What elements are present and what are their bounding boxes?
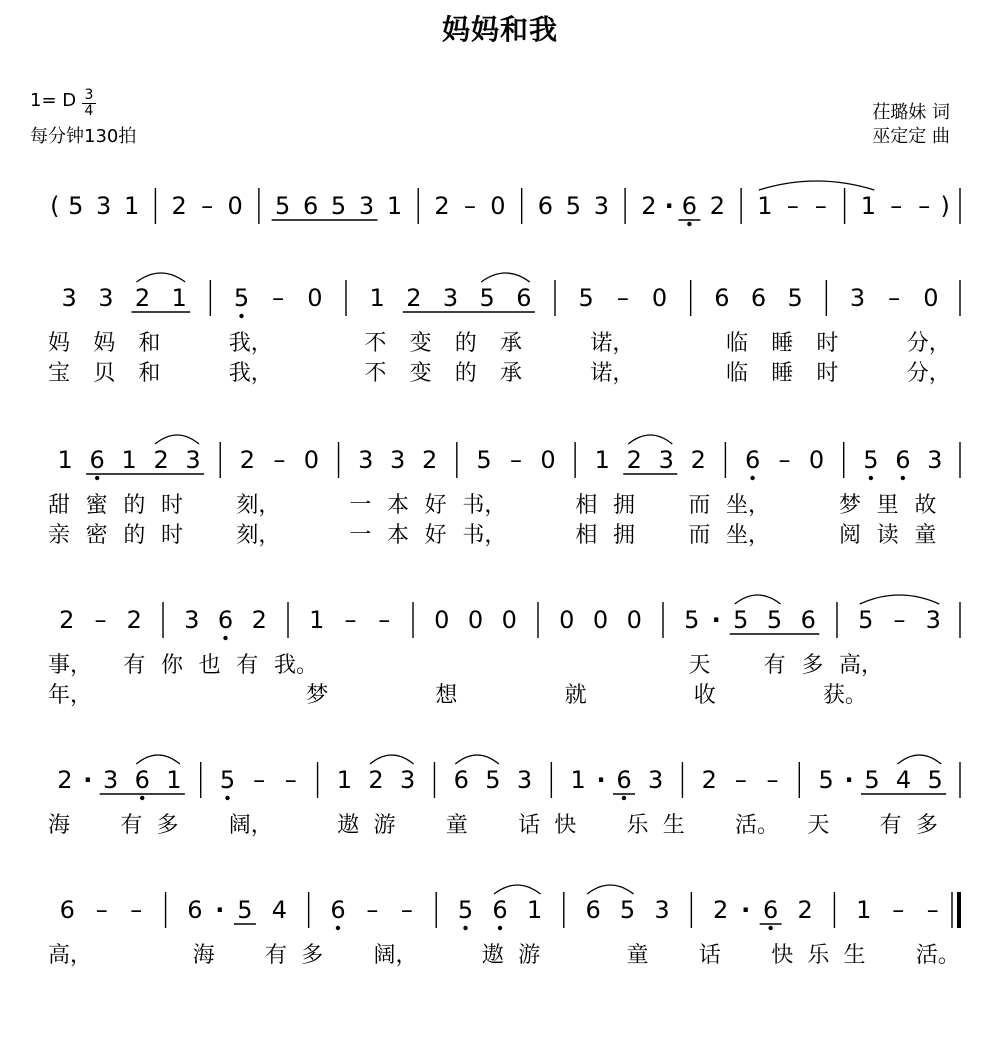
lyric-syllable: 好 — [424, 523, 447, 548]
hold-dash: – — [616, 284, 629, 312]
hold-dash: – — [926, 896, 939, 924]
lyric-syllable: 变 — [409, 331, 432, 356]
note: 1 — [570, 766, 586, 794]
lower-octave-dot — [901, 476, 905, 480]
note: 6 — [330, 896, 346, 924]
lyric-syllable: 童 — [914, 523, 937, 548]
rest: 0 — [808, 446, 825, 474]
lyric-syllable: 甜 — [48, 493, 71, 518]
lyric-syllable: 海 — [48, 813, 71, 838]
lyric-syllable: 活。 — [915, 943, 960, 968]
note: 2 — [690, 446, 706, 474]
lyric-syllable: 的 — [123, 523, 146, 548]
lower-octave-dot — [239, 314, 243, 318]
note: 5 — [330, 192, 347, 220]
lower-octave-dot — [463, 926, 467, 930]
lyric-syllable: 相 — [575, 493, 598, 518]
note: 2 — [701, 766, 717, 794]
note: 2 — [57, 766, 73, 794]
note: 1 — [57, 446, 73, 474]
lyric-syllable: 临 — [726, 331, 749, 356]
hold-dash: – — [890, 192, 903, 220]
lyric-syllable: 故 — [914, 493, 937, 518]
hold-dash: – — [95, 896, 108, 924]
lyric-syllable: 亲 — [48, 523, 71, 548]
lyric-syllable: 拥 — [613, 493, 636, 518]
rest: 0 — [923, 284, 939, 312]
augmentation-dot: · — [596, 766, 606, 794]
tie-slur — [370, 755, 414, 764]
lyric-syllable: 时 — [161, 523, 184, 548]
lyric-syllable: 遨 — [481, 943, 504, 968]
lyric-syllable: 相 — [575, 523, 598, 548]
lyric-syllable: 多 — [915, 813, 938, 838]
lyric-syllable: 承 — [500, 331, 523, 356]
tie-slur — [136, 755, 180, 764]
lyric-syllable: 高， — [48, 943, 93, 968]
lyric-syllable: 时 — [816, 361, 839, 386]
note: 3 — [593, 192, 609, 220]
note: 3 — [98, 284, 114, 312]
hold-dash: – — [94, 606, 107, 634]
hold-dash: – — [786, 192, 799, 220]
note: 2 — [641, 192, 657, 220]
lyric-syllable: 妈 — [93, 331, 116, 356]
lyric-syllable: 有 — [763, 653, 786, 678]
rest: 0 — [434, 606, 450, 634]
lyric-syllable: 宝 — [48, 361, 71, 386]
lyric-syllable: 乐 — [807, 943, 830, 968]
lyric-syllable: 获。 — [822, 683, 867, 708]
lyric-syllable: 的 — [454, 361, 477, 386]
lyric-syllable: 阔， — [228, 813, 273, 838]
note: 1 — [121, 446, 137, 474]
augmentation-dot: · — [83, 766, 93, 794]
tie-slur — [137, 273, 186, 282]
note: 1 — [757, 192, 773, 220]
note: 5 — [684, 606, 700, 634]
note: 5 — [274, 192, 291, 220]
lyric-syllable: 临 — [726, 361, 749, 386]
time-signature-denominator: 4 — [84, 103, 94, 119]
lyric-syllable: 本 — [387, 523, 410, 548]
lower-octave-dot — [95, 476, 99, 480]
lyric-syllable: 收 — [693, 683, 716, 708]
lyric-syllable: 睡 — [771, 361, 794, 386]
note: 6 — [744, 446, 761, 474]
augmentation-dot: · — [844, 766, 854, 794]
note: 5 — [787, 284, 803, 312]
hold-dash: – — [378, 606, 391, 634]
lyric-syllable: 事， — [48, 653, 93, 678]
lyric-syllable: 也 — [198, 653, 221, 678]
hold-dash: – — [400, 896, 413, 924]
hold-dash: – — [344, 606, 357, 634]
lower-octave-dot — [768, 926, 772, 930]
lyric-syllable: 书， — [462, 493, 507, 518]
note: 6 — [750, 284, 767, 312]
lyric-syllable: 天 — [688, 653, 711, 678]
lyric-syllable: 贝 — [93, 361, 116, 386]
tie-slur — [759, 181, 874, 190]
note: 3 — [184, 606, 200, 634]
lyric-syllable: 乐 — [626, 813, 649, 838]
lower-octave-dot — [225, 796, 229, 800]
lyric-syllable: 拥 — [613, 523, 636, 548]
note: 2 — [126, 606, 142, 634]
note: 5 — [237, 896, 253, 924]
note: 6 — [585, 896, 601, 924]
lyric-syllable: 时 — [161, 493, 184, 518]
lyric-syllable: 活。 — [735, 813, 780, 838]
lyric-syllable: 承 — [500, 361, 523, 386]
augmentation-dot: · — [664, 192, 674, 220]
note: 3 — [516, 766, 533, 794]
lyric-syllable: 遨 — [337, 813, 360, 838]
tempo-marking: 每分钟130拍 — [30, 126, 137, 147]
lyric-syllable: 梦 — [306, 683, 329, 708]
note: 1 — [309, 606, 325, 634]
lyric-syllable: 想 — [435, 683, 458, 708]
song-title: 妈妈和我 — [441, 13, 558, 46]
rest: 0 — [540, 446, 556, 474]
note: 5 — [479, 284, 495, 312]
note: 2 — [422, 446, 438, 474]
note: 1 — [369, 284, 385, 312]
rest: 0 — [592, 606, 609, 634]
composer-credit: 巫定定 曲 — [872, 126, 950, 147]
note: 6 — [800, 606, 816, 634]
note: 5 — [864, 766, 880, 794]
note: 2 — [709, 192, 726, 220]
lyric-syllable: 有 — [120, 813, 143, 838]
note: 2 — [251, 606, 267, 634]
lyric-syllable: 有 — [264, 943, 287, 968]
note: 2 — [368, 766, 384, 794]
repeat-bracket: ) — [940, 192, 950, 220]
note: 1 — [860, 192, 876, 220]
lower-octave-dot — [622, 796, 626, 800]
lyric-syllable: 诺， — [590, 361, 635, 386]
note: 3 — [358, 192, 375, 220]
lyric-syllable: 变 — [409, 361, 432, 386]
note: 5 — [619, 896, 636, 924]
lyric-syllable: 话 — [518, 813, 541, 838]
lyric-syllable: 游 — [373, 813, 396, 838]
note: 6 — [714, 284, 730, 312]
lyric-syllable: 诺， — [590, 331, 635, 356]
lyric-syllable: 我。 — [274, 653, 319, 678]
lyric-syllable: 一 — [349, 523, 372, 548]
lyric-syllable: 梦 — [839, 493, 862, 518]
note: 2 — [797, 896, 813, 924]
lyric-syllable: 有 — [123, 653, 146, 678]
note: 6 — [616, 766, 632, 794]
lower-octave-dot — [750, 476, 754, 480]
note: 2 — [434, 192, 450, 220]
note: 6 — [516, 284, 532, 312]
lyric-syllable: 而 — [688, 523, 711, 548]
lower-octave-dot — [498, 926, 502, 930]
note: 2 — [626, 446, 642, 474]
lyric-syllable: 年， — [48, 683, 93, 708]
note: 2 — [239, 446, 256, 474]
rest: 0 — [490, 192, 506, 220]
tie-slur — [860, 595, 940, 604]
lyric-syllable: 童 — [445, 813, 468, 838]
note: 3 — [61, 284, 77, 312]
hold-dash: – — [892, 896, 905, 924]
lower-octave-dot — [140, 796, 144, 800]
hold-dash: – — [893, 606, 906, 634]
tie-slur — [628, 435, 672, 444]
repeat-bracket: ( — [50, 192, 60, 220]
augmentation-dot: · — [215, 896, 225, 924]
note: 5 — [818, 766, 834, 794]
lyric-syllable: 就 — [564, 683, 587, 708]
note: 3 — [399, 766, 416, 794]
lyric-syllable: 坐， — [726, 523, 771, 548]
note: 5 — [233, 284, 250, 312]
lyric-syllable: 话 — [698, 943, 721, 968]
lyric-syllable: 和 — [138, 361, 161, 386]
lyric-syllable: 坐， — [726, 493, 771, 518]
hold-dash: – — [463, 192, 476, 220]
note: 6 — [492, 896, 508, 924]
lyric-syllable: 游 — [518, 943, 541, 968]
note: 3 — [358, 446, 374, 474]
lyric-syllable: 蜜 — [85, 493, 108, 518]
lower-octave-dot — [869, 476, 873, 480]
note: 3 — [103, 766, 119, 794]
rest: 0 — [307, 284, 323, 312]
tie-slur — [155, 435, 199, 444]
hold-dash: – — [734, 766, 747, 794]
note: 1 — [594, 446, 610, 474]
lyric-syllable: 快 — [771, 943, 794, 968]
lyric-syllable: 分， — [906, 331, 951, 356]
note: 6 — [89, 446, 105, 474]
hold-dash: – — [253, 766, 266, 794]
lyric-syllable: 时 — [816, 331, 839, 356]
note: 3 — [185, 446, 201, 474]
lyric-syllable: 好 — [424, 493, 447, 518]
note: 3 — [442, 284, 459, 312]
lyric-syllable: 童 — [626, 943, 649, 968]
note: 4 — [895, 766, 912, 794]
note: 1 — [124, 192, 140, 220]
lyric-syllable: 我， — [228, 331, 273, 356]
note: 2 — [153, 446, 169, 474]
tie-slur — [898, 755, 942, 764]
lyric-syllable: 一 — [349, 493, 372, 518]
hold-dash: – — [284, 766, 297, 794]
hold-dash: – — [778, 446, 791, 474]
note: 3 — [647, 766, 664, 794]
rest: 0 — [626, 606, 642, 634]
note: 6 — [453, 766, 469, 794]
tie-slur — [587, 885, 633, 894]
note: 2 — [59, 606, 75, 634]
lyric-syllable: 读 — [876, 523, 899, 548]
augmentation-dot: · — [741, 896, 751, 924]
rest: 0 — [651, 284, 668, 312]
note: 5 — [68, 192, 84, 220]
hold-dash: – — [272, 284, 285, 312]
lyric-syllable: 我， — [228, 361, 273, 386]
note: 6 — [302, 192, 319, 220]
hold-dash: – — [130, 896, 143, 924]
hold-dash: – — [509, 446, 522, 474]
hold-dash: – — [918, 192, 931, 220]
rest: 0 — [303, 446, 320, 474]
note: 2 — [406, 284, 422, 312]
note: 1 — [386, 192, 403, 220]
note: 3 — [849, 284, 866, 312]
hold-dash: – — [366, 896, 379, 924]
tie-slur — [494, 885, 540, 894]
lyric-syllable: 的 — [123, 493, 146, 518]
lower-octave-dot — [336, 926, 340, 930]
rest: 0 — [559, 606, 575, 634]
lyric-syllable: 快 — [554, 813, 577, 838]
note: 5 — [476, 446, 492, 474]
lyric-syllable: 有 — [236, 653, 259, 678]
lyricist-credit: 茌璐妹 词 — [872, 102, 950, 123]
note: 3 — [96, 192, 112, 220]
note: 5 — [863, 446, 879, 474]
note: 6 — [187, 896, 203, 924]
note: 5 — [927, 766, 943, 794]
lyric-syllable: 多 — [301, 943, 324, 968]
note: 5 — [578, 284, 594, 312]
lyric-syllable: 高， — [839, 653, 884, 678]
lower-octave-dot — [223, 636, 227, 640]
lyric-syllable: 书， — [462, 523, 507, 548]
note: 6 — [537, 192, 554, 220]
rest: 0 — [467, 606, 484, 634]
note: 2 — [134, 284, 151, 312]
note: 5 — [485, 766, 501, 794]
note: 6 — [217, 606, 234, 634]
note: 5 — [733, 606, 749, 634]
note: 3 — [925, 606, 941, 634]
lyric-syllable: 有 — [879, 813, 902, 838]
note: 3 — [654, 896, 670, 924]
note: 1 — [166, 766, 182, 794]
note: 6 — [134, 766, 150, 794]
lyric-syllable: 你 — [161, 653, 184, 678]
lyric-syllable: 天 — [807, 813, 830, 838]
note: 5 — [219, 766, 236, 794]
lyric-syllable: 阅 — [839, 523, 862, 548]
hold-dash: – — [888, 284, 901, 312]
note: 5 — [457, 896, 474, 924]
note: 2 — [171, 192, 187, 220]
lyric-syllable: 刻， — [236, 493, 281, 518]
tie-slur — [735, 595, 781, 604]
note: 1 — [526, 896, 543, 924]
lyric-syllable: 不 — [364, 331, 387, 356]
note: 3 — [658, 446, 674, 474]
lyric-syllable: 多 — [156, 813, 179, 838]
hold-dash: – — [273, 446, 286, 474]
lyric-syllable: 和 — [138, 331, 161, 356]
rest: 0 — [227, 192, 243, 220]
note: 3 — [927, 446, 943, 474]
note: 5 — [858, 606, 874, 634]
lyric-syllable: 生 — [662, 813, 685, 838]
note: 5 — [766, 606, 783, 634]
lyric-syllable: 而 — [688, 493, 711, 518]
hold-dash: – — [766, 766, 779, 794]
lower-octave-dot — [687, 222, 691, 226]
note: 2 — [713, 896, 729, 924]
note: 6 — [681, 192, 698, 220]
note: 1 — [171, 284, 187, 312]
lyric-syllable: 刻， — [236, 523, 281, 548]
lyric-syllable: 睡 — [771, 331, 794, 356]
lyric-syllable: 里 — [876, 493, 899, 518]
lyric-syllable: 的 — [454, 331, 477, 356]
lyric-syllable: 分， — [906, 361, 951, 386]
note: 6 — [59, 896, 75, 924]
tie-slur — [455, 755, 499, 764]
note: 5 — [565, 192, 582, 220]
hold-dash: – — [814, 192, 827, 220]
lyric-syllable: 妈 — [48, 331, 71, 356]
note: 1 — [856, 896, 872, 924]
note: 1 — [336, 766, 353, 794]
note: 6 — [895, 446, 911, 474]
time-signature-numerator: 3 — [82, 88, 96, 104]
lyric-syllable: 阔， — [373, 943, 418, 968]
rest: 0 — [501, 606, 517, 634]
lyric-syllable: 多 — [801, 653, 824, 678]
key-signature: 1= D — [30, 90, 77, 111]
augmentation-dot: · — [711, 606, 721, 634]
hold-dash: – — [201, 192, 214, 220]
note: 3 — [390, 446, 406, 474]
note: 6 — [763, 896, 779, 924]
tie-slur — [481, 273, 530, 282]
note: 4 — [271, 896, 287, 924]
lyric-syllable: 生 — [843, 943, 866, 968]
lyric-syllable: 密 — [85, 523, 108, 548]
lyric-syllable: 本 — [387, 493, 410, 518]
lyric-syllable: 不 — [364, 361, 387, 386]
lyric-syllable: 海 — [192, 943, 215, 968]
